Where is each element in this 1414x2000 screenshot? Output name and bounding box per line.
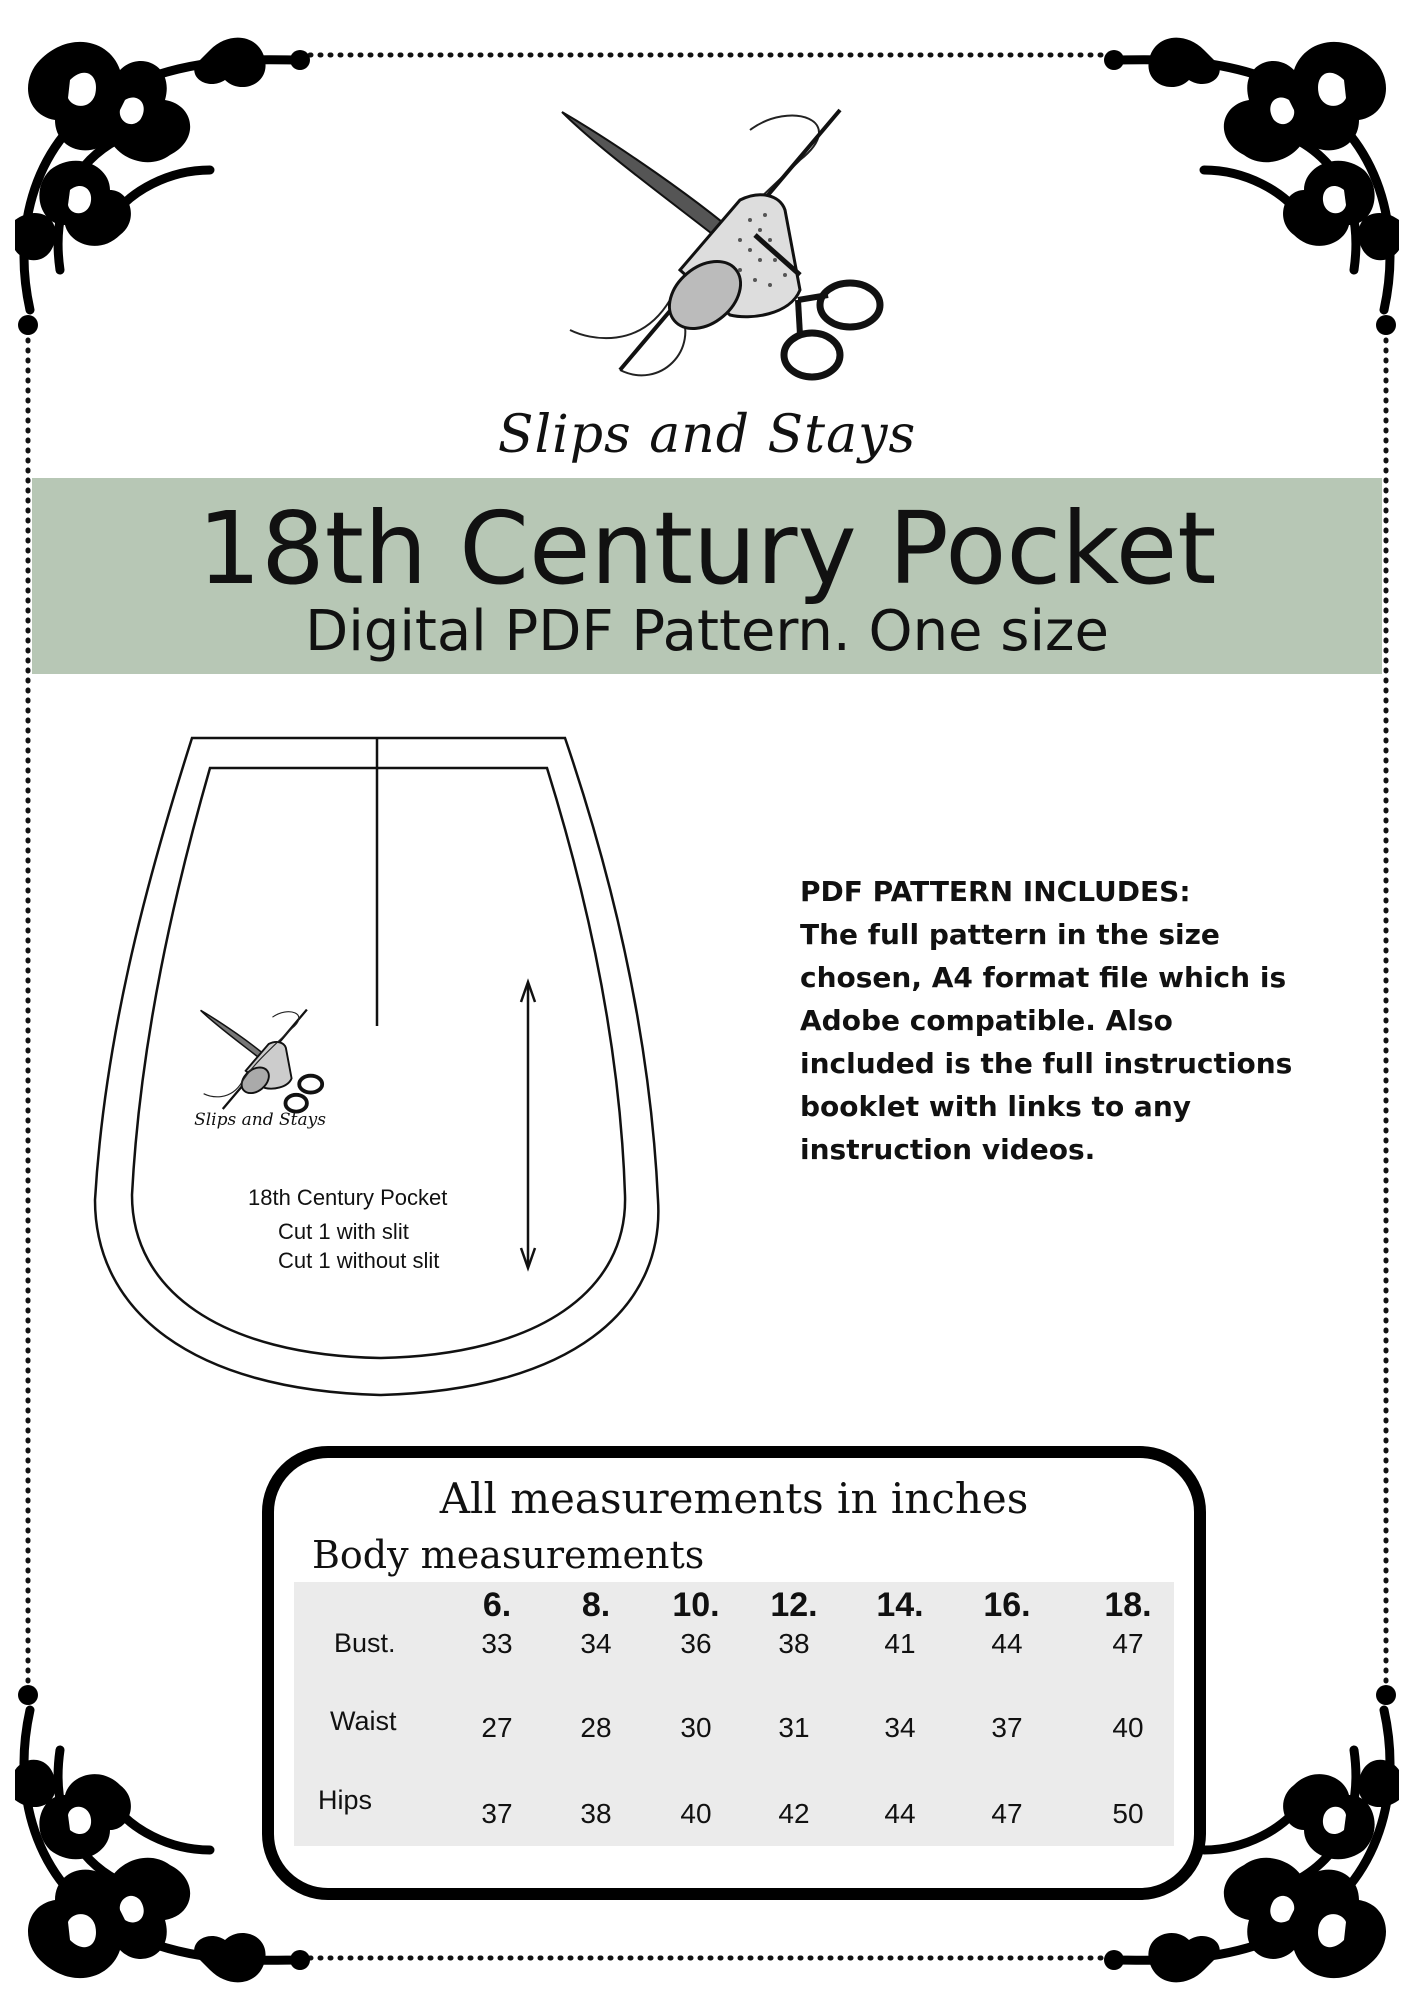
table-cell: 33 — [481, 1628, 513, 1659]
size-header: 18. — [1104, 1586, 1152, 1624]
table-cell: 38 — [778, 1628, 810, 1659]
pattern-piece-label: 18th Century Pocket — [248, 1185, 448, 1210]
table-cell: 31 — [778, 1712, 810, 1743]
includes-line: chosen, A4 format file which is — [800, 961, 1287, 994]
table-cell: 40 — [1112, 1712, 1144, 1743]
table-cell: 37 — [991, 1712, 1023, 1743]
size-header: 10. — [672, 1586, 720, 1624]
table-cell: 44 — [884, 1798, 916, 1829]
corner-ornament-icon — [0, 20, 330, 350]
size-header: 12. — [770, 1586, 818, 1624]
size-header: 8. — [581, 1586, 611, 1624]
table-cell: 38 — [580, 1798, 612, 1829]
measurements-table — [294, 1582, 1174, 1846]
corner-ornament-icon — [1084, 20, 1414, 350]
row-label-hips: Hips — [318, 1785, 373, 1815]
includes-heading: PDF PATTERN INCLUDES: — [800, 875, 1191, 908]
includes-line: Adobe compatible. Also — [800, 1004, 1173, 1037]
includes-line: booklet with links to any — [800, 1090, 1192, 1123]
body-measurements-heading: Body measurements — [312, 1533, 705, 1577]
table-cell: 37 — [481, 1798, 513, 1829]
pattern-includes-text — [800, 870, 1320, 1171]
row-label-waist: Waist — [330, 1706, 397, 1736]
table-cell: 41 — [884, 1628, 916, 1659]
size-header: 16. — [983, 1586, 1031, 1624]
cut-instruction-with-slit: Cut 1 with slit — [278, 1219, 409, 1244]
pattern-piece-outline — [80, 730, 680, 1410]
table-cell: 40 — [680, 1798, 712, 1829]
measurements-box — [262, 1446, 1206, 1900]
includes-line: The full pattern in the size — [800, 918, 1220, 951]
page-title: 18th Century Pocket — [197, 490, 1217, 607]
cut-instruction-without-slit: Cut 1 without slit — [278, 1248, 440, 1273]
table-cell: 34 — [884, 1712, 916, 1743]
table-cell: 44 — [991, 1628, 1023, 1659]
brand-name: Slips and Stays — [497, 405, 917, 465]
table-cell: 47 — [991, 1798, 1023, 1829]
pattern-brand-name: Slips and Stays — [194, 1110, 326, 1130]
table-cell: 50 — [1112, 1798, 1144, 1829]
sewing-tools-logo-icon — [550, 100, 890, 410]
page-subtitle: Digital PDF Pattern. One size — [305, 599, 1109, 664]
table-cell: 28 — [580, 1712, 612, 1743]
includes-line: included is the full instructions — [800, 1047, 1293, 1080]
table-cell: 36 — [680, 1628, 712, 1659]
includes-line: instruction videos. — [800, 1133, 1096, 1166]
row-label-bust: Bust. — [334, 1628, 396, 1658]
pattern-logo-icon — [196, 1005, 326, 1125]
size-header: 6. — [482, 1586, 512, 1624]
table-cell: 34 — [580, 1628, 612, 1659]
table-cell: 47 — [1112, 1628, 1144, 1659]
size-header: 14. — [876, 1586, 924, 1624]
table-cell: 42 — [778, 1798, 810, 1829]
title-band — [32, 478, 1382, 674]
table-cell: 27 — [481, 1712, 513, 1743]
measurements-heading: All measurements in inches — [439, 1474, 1029, 1523]
table-cell: 30 — [680, 1712, 712, 1743]
